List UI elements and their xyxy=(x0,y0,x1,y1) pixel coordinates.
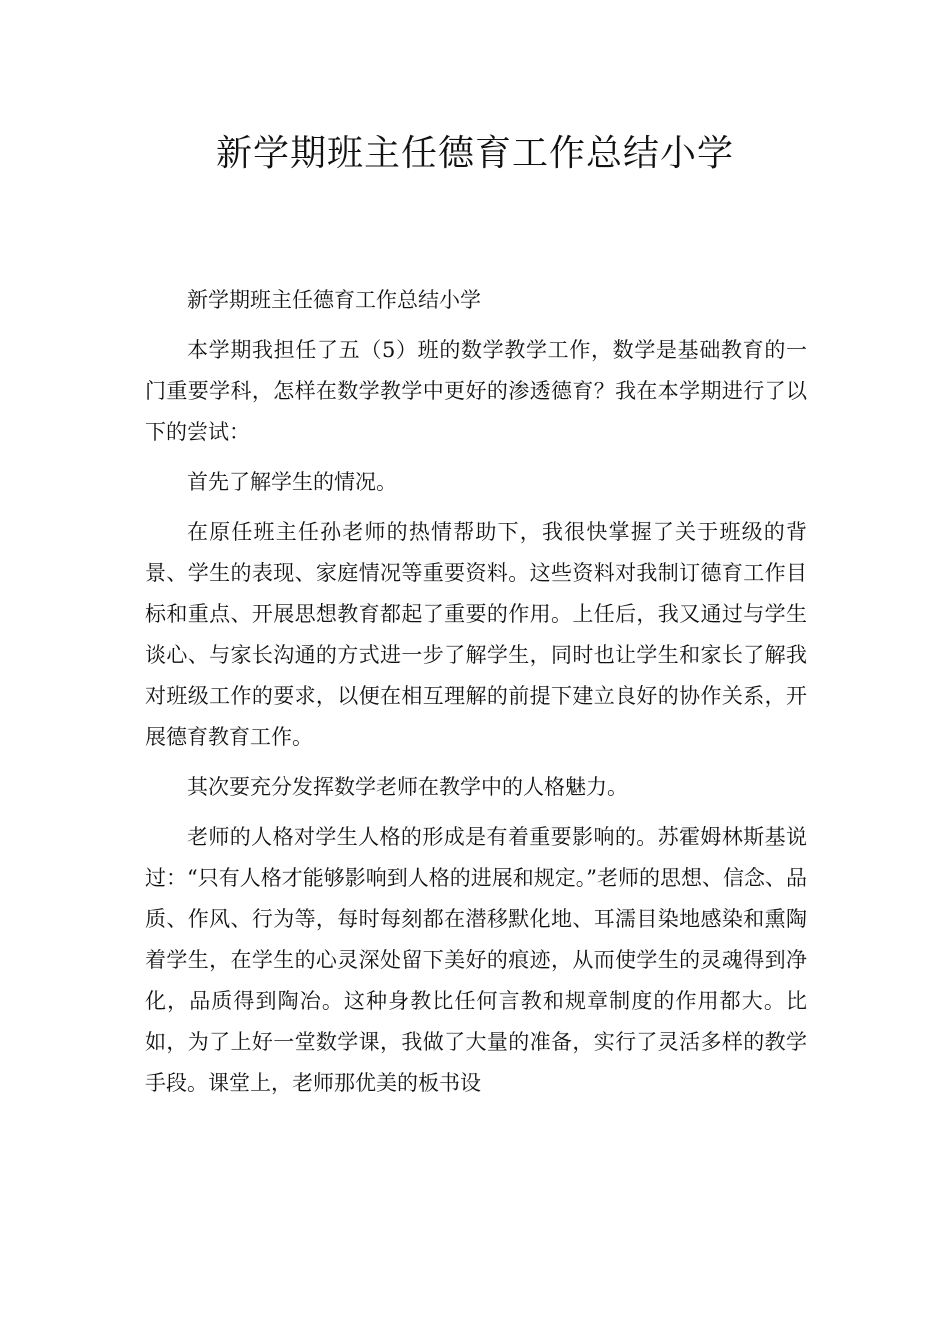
document-title: 新学期班主任德育工作总结小学 xyxy=(215,133,734,174)
paragraph: 新学期班主任德育工作总结小学 xyxy=(187,288,481,312)
paragraph: 首先了解学生的情况。 xyxy=(187,470,397,494)
paragraph: 老师的人格对学生人格的形成是有着重要影响的。苏霍姆林斯基说过：“只有人格才能够影响到人格的进展和规定。”老师的思想、信念、品质、作风、行为等，每时每刻都在潜移默化地、耳濡目染地感染和熏陶着学生，在学生的心灵深处留下美好的痕迹，从而使学生的灵魂得到净化，品质得到陶冶。这种身教比任何言教和规章制度的作用都大。比如，为了上好一堂数学课，我做了大量的准备，实行了灵活多样的教学手段。课堂上，老师那优美的板书设 xyxy=(145,825,807,1095)
document-body xyxy=(145,280,807,1113)
paragraph: 本学期我担任了五（5）班的数学教学工作，数学是基础教育的一门重要学科，怎样在数学教学中更好的渗透德育？我在本学期进行了以下的尝试： xyxy=(145,338,807,444)
paragraph: 在原任班主任孙老师的热情帮助下，我很快掌握了关于班级的背景、学生的表现、家庭情况等重要资料。这些资料对我制订德育工作目标和重点、开展思想教育都起了重要的作用。上任后，我又通过与学生谈心、与家长沟通的方式进一步了解学生，同时也让学生和家长了解我对班级工作的要求，以便在相互理解的前提下建立良好的协作关系，开展德育教育工作。 xyxy=(145,520,807,749)
paragraph: 其次要充分发挥数学老师在教学中的人格魅力。 xyxy=(187,775,628,799)
